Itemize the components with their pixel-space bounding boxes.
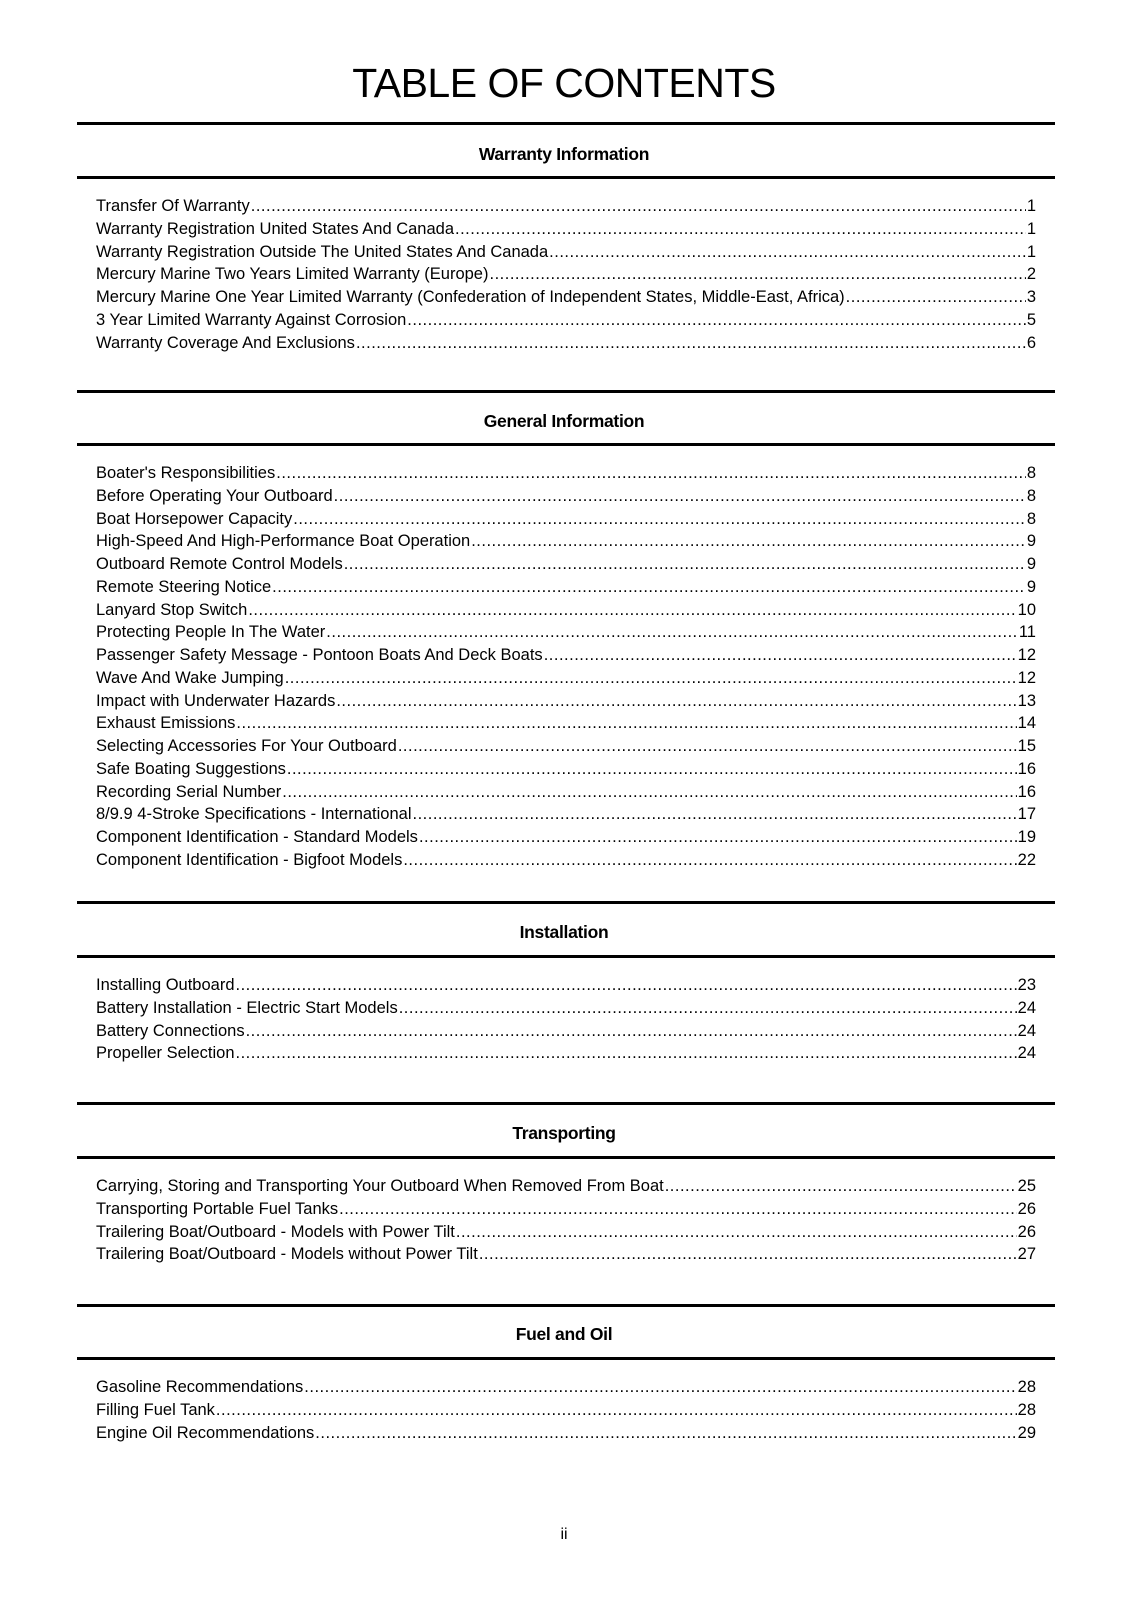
toc-entry-page-number: 8 (1026, 486, 1036, 505)
dot-leader (282, 781, 1016, 804)
toc-entry-page-number: 26 (1017, 1199, 1036, 1218)
toc-entry-title: Engine Oil Recommendations (96, 1423, 315, 1442)
toc-entry[interactable] (96, 644, 1036, 667)
toc-entry-page-number: 15 (1017, 737, 1036, 755)
toc-entry-page-number: 26 (1017, 1222, 1036, 1241)
section-top-rule (77, 901, 1055, 904)
toc-entry[interactable] (96, 309, 1036, 332)
toc-entry[interactable] (96, 1376, 1036, 1399)
section-heading: General Information (483, 411, 645, 431)
toc-entry-title: Warranty Coverage And Exclusions (96, 333, 355, 352)
toc-entry[interactable] (96, 974, 1036, 997)
dot-leader (489, 263, 1025, 286)
toc-entry-page-number: 12 (1017, 646, 1036, 664)
toc-entry[interactable] (96, 599, 1036, 622)
dot-leader (315, 1422, 1016, 1445)
toc-entry-title: Remote Steering Notice (96, 577, 272, 596)
toc-entry-page-number: 9 (1026, 532, 1036, 551)
toc-entry-title: Boater's Responsibilities (96, 464, 276, 482)
dot-leader (216, 1399, 1017, 1422)
toc-entry[interactable] (96, 462, 1036, 485)
toc-entry[interactable] (96, 849, 1036, 872)
dot-leader (455, 218, 1026, 241)
toc-entry-title: Transporting Portable Fuel Tanks (96, 1199, 339, 1218)
toc-entry[interactable] (96, 508, 1036, 531)
dot-leader (304, 1376, 1016, 1399)
toc-entry-title: Passenger Safety Message - Pontoon Boats And Deck Boats (96, 646, 543, 664)
toc-entry-page-number: 9 (1026, 555, 1036, 573)
toc-entry-title: Battery Installation - Electric Start Models (96, 998, 398, 1017)
section-bottom-rule (77, 443, 1055, 446)
section-bottom-rule (77, 955, 1055, 958)
dot-leader (326, 621, 1018, 644)
dot-leader (287, 758, 1017, 781)
toc-entry-title: Outboard Remote Control Models (96, 555, 343, 573)
dot-leader (399, 997, 1017, 1020)
toc-entry[interactable] (96, 1175, 1036, 1198)
section-heading: Transporting (512, 1123, 616, 1143)
toc-entry-title: Recording Serial Number (96, 782, 282, 801)
section-top-rule (77, 1102, 1055, 1105)
dot-leader (846, 286, 1026, 309)
toc-entry[interactable] (96, 1243, 1036, 1266)
toc-entry[interactable] (96, 712, 1036, 735)
toc-entry-title: Boat Horsepower Capacity (96, 509, 293, 528)
dot-leader (339, 1198, 1017, 1221)
toc-entry-page-number: 1 (1026, 219, 1036, 238)
toc-entry-page-number: 17 (1017, 805, 1036, 824)
toc-entry-title: Gasoline Recommendations (96, 1378, 304, 1396)
toc-entry[interactable] (96, 485, 1036, 508)
toc-entry-page-number: 28 (1017, 1400, 1036, 1419)
toc-entry-page-number: 14 (1017, 714, 1036, 733)
toc-entry[interactable] (96, 690, 1036, 713)
toc-section-general (96, 462, 1036, 872)
page-number: ii (560, 1526, 568, 1543)
toc-entry-title: Propeller Selection (96, 1044, 235, 1063)
toc-entry[interactable] (96, 195, 1036, 218)
toc-entry-title: 3 Year Limited Warranty Against Corrosion (96, 310, 407, 329)
toc-entry[interactable] (96, 758, 1036, 781)
toc-entry-title: Warranty Registration Outside The United States And Canada (96, 242, 549, 261)
dot-leader (276, 462, 1026, 485)
toc-section-installation (96, 974, 1036, 1065)
toc-entry[interactable] (96, 241, 1036, 264)
toc-entry-page-number: 1 (1026, 242, 1036, 261)
toc-entry-title: Wave And Wake Jumping (96, 668, 284, 687)
toc-section-fuel-oil (96, 1376, 1036, 1444)
dot-leader (344, 553, 1026, 576)
dot-leader (544, 644, 1017, 667)
toc-entry[interactable] (96, 667, 1036, 690)
toc-entry[interactable] (96, 621, 1036, 644)
toc-section-transporting (96, 1175, 1036, 1266)
toc-entry-page-number: 25 (1017, 1177, 1036, 1195)
toc-entry-title: Mercury Marine Two Years Limited Warranty (Europe) (96, 265, 489, 284)
toc-entry-page-number: 8 (1026, 509, 1036, 528)
toc-entry-page-number: 13 (1017, 691, 1036, 710)
toc-entry-title: Carrying, Storing and Transporting Your Outboard When Removed From Boat (96, 1177, 664, 1195)
toc-entry-page-number: 24 (1017, 1021, 1036, 1040)
toc-entry[interactable] (96, 1198, 1036, 1221)
toc-entry-title: Installing Outboard (96, 976, 235, 994)
toc-entry-title: Mercury Marine One Year Limited Warranty (Confederation of Independent States, Middle-East, Africa) (96, 288, 845, 306)
dot-leader (419, 826, 1017, 849)
toc-entry-title: Trailering Boat/Outboard - Models without Power Tilt (96, 1245, 478, 1264)
toc-entry-title: Component Identification - Bigfoot Models (96, 850, 403, 869)
toc-entry-page-number: 3 (1026, 288, 1036, 306)
toc-entry-title: Selecting Accessories For Your Outboard (96, 737, 397, 755)
toc-entry-title: Protecting People In The Water (96, 623, 326, 642)
toc-entry-title: Trailering Boat/Outboard - Models with Power Tilt (96, 1222, 455, 1241)
dot-leader (248, 599, 1016, 622)
dot-leader (334, 485, 1026, 508)
dot-leader (471, 530, 1026, 553)
toc-entry-title: Impact with Underwater Hazards (96, 691, 336, 710)
toc-entry-page-number: 12 (1017, 668, 1036, 687)
dot-leader (456, 1221, 1017, 1244)
toc-entry[interactable] (96, 263, 1036, 286)
toc-entry[interactable] (96, 735, 1036, 758)
toc-entry[interactable] (96, 553, 1036, 576)
toc-entry[interactable] (96, 1020, 1036, 1043)
toc-entry[interactable] (96, 803, 1036, 826)
toc-entry[interactable] (96, 286, 1036, 309)
section-heading: Warranty Information (478, 144, 650, 164)
toc-entry-page-number: 29 (1017, 1423, 1036, 1442)
dot-leader (413, 803, 1017, 826)
toc-entry-page-number: 16 (1017, 759, 1036, 778)
page-title: TABLE OF CONTENTS (352, 60, 776, 106)
toc-entry-page-number: 22 (1017, 850, 1036, 869)
toc-entry-page-number: 8 (1026, 464, 1036, 482)
toc-entry-title: Battery Connections (96, 1021, 245, 1040)
toc-entry-page-number: 16 (1017, 782, 1036, 801)
dot-leader (403, 849, 1016, 872)
dot-leader (236, 974, 1017, 997)
dot-leader (236, 712, 1016, 735)
dot-leader (272, 576, 1026, 599)
section-heading: Fuel and Oil (515, 1324, 613, 1344)
toc-section-warranty (96, 195, 1036, 354)
toc-entry[interactable] (96, 1422, 1036, 1445)
toc-entry[interactable] (96, 218, 1036, 241)
toc-entry-title: Lanyard Stop Switch (96, 600, 248, 619)
dot-leader (293, 508, 1026, 531)
toc-entry[interactable] (96, 332, 1036, 355)
toc-entry-page-number: 11 (1018, 623, 1036, 642)
toc-entry[interactable] (96, 781, 1036, 804)
toc-entry-title: 8/9.9 4-Stroke Specifications - International (96, 805, 412, 824)
toc-entry-title: Before Operating Your Outboard (96, 486, 333, 505)
section-bottom-rule (77, 1357, 1055, 1360)
toc-entry-page-number: 5 (1026, 310, 1036, 329)
dot-leader (407, 309, 1026, 332)
toc-entry[interactable] (96, 1221, 1036, 1244)
toc-entry-page-number: 10 (1017, 600, 1036, 619)
toc-entry-page-number: 28 (1017, 1378, 1036, 1396)
toc-entry-title: Filling Fuel Tank (96, 1400, 215, 1419)
dot-leader (246, 1020, 1017, 1043)
toc-entry-page-number: 9 (1026, 577, 1036, 596)
dot-leader (251, 195, 1026, 218)
toc-entry-page-number: 24 (1017, 998, 1036, 1017)
dot-leader (479, 1243, 1017, 1266)
toc-entry-page-number: 24 (1017, 1044, 1036, 1063)
section-bottom-rule (77, 176, 1055, 179)
toc-entry-title: Transfer Of Warranty (96, 197, 250, 215)
toc-entry-page-number: 27 (1017, 1245, 1036, 1264)
dot-leader (356, 332, 1026, 355)
dot-leader (398, 735, 1017, 758)
toc-entry-page-number: 23 (1017, 976, 1036, 994)
toc-entry[interactable] (96, 826, 1036, 849)
dot-leader (285, 667, 1017, 690)
toc-entry-title: Safe Boating Suggestions (96, 759, 286, 778)
dot-leader (236, 1042, 1017, 1065)
toc-entry-title: Component Identification - Standard Models (96, 828, 418, 846)
toc-entry-title: High-Speed And High-Performance Boat Operation (96, 532, 471, 551)
section-heading: Installation (519, 922, 609, 942)
toc-entry-title: Exhaust Emissions (96, 714, 236, 733)
section-top-rule (77, 122, 1055, 125)
toc-entry[interactable] (96, 1042, 1036, 1065)
toc-entry[interactable] (96, 1399, 1036, 1422)
toc-entry-page-number: 6 (1026, 333, 1036, 352)
toc-entry[interactable] (96, 530, 1036, 553)
toc-entry[interactable] (96, 997, 1036, 1020)
section-bottom-rule (77, 1156, 1055, 1159)
toc-entry-title: Warranty Registration United States And Canada (96, 219, 454, 238)
toc-entry[interactable] (96, 576, 1036, 599)
dot-leader (665, 1175, 1017, 1198)
dot-leader (549, 241, 1026, 264)
section-top-rule (77, 390, 1055, 393)
toc-entry-page-number: 2 (1026, 265, 1036, 284)
toc-entry-page-number: 1 (1026, 197, 1036, 215)
toc-entry-page-number: 19 (1017, 828, 1036, 846)
section-top-rule (77, 1304, 1055, 1307)
dot-leader (336, 690, 1016, 713)
